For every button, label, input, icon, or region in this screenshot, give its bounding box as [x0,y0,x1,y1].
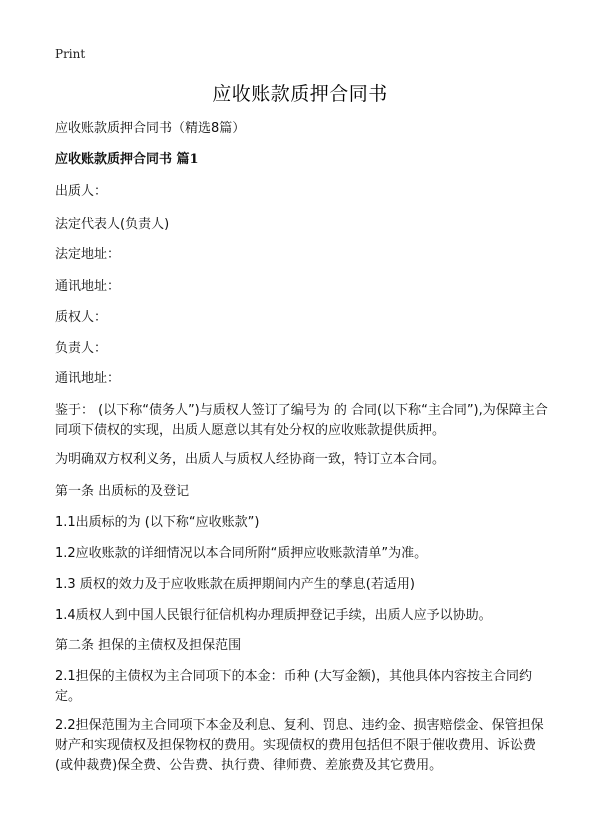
article-2-title: 第二条 担保的主债权及担保范围 [55,638,242,653]
legal-rep-line: 法定代表人(负责人) [55,217,170,232]
section-heading: 应收账款质押合同书 篇1 [55,152,199,167]
clause-2-2: 2.2担保范围为主合同项下本金及利息、复利、罚息、违约金、损害赔偿金、保管担保财产和实现债权及担保物权的费用。实现债权的费用包括但不限于催收费用、诉讼费(或仲裁费)保全费、公告费、执行费、律师费、差旅费及其它费用。 [55,718,544,773]
whereas-paragraph: 鉴于： (以下称“债务人”)与质权人签订了编号为 的 合同(以下称“主合同”),为保障主合同项下债权的实现，出质人愿意以其有处分权的应收账款提供质押。 [55,403,548,438]
document-subtitle: 应收账款质押合同书（精选8篇） [55,121,246,136]
page-title: 应收账款质押合同书 [212,83,388,105]
clause-1-1: 1.1出质标的为 (以下称“应收账款”) [55,515,260,530]
print-label: Print [55,47,86,61]
contact-address-line: 通讯地址： [55,279,121,294]
clause-2-1: 2.1担保的主债权为主合同项下的本金：币种 (大写金额)，其他具体内容按主合同约定。 [55,669,532,704]
responsible-line: 负责人： [55,341,108,356]
article-1-title: 第一条 出质标的及登记 [55,484,190,499]
pledgee-line: 质权人： [55,310,108,325]
pledgor-line: 出质人： [55,184,108,199]
clause-1-2: 1.2应收账款的详细情况以本合同所附“质押应收账款清单”为准。 [55,546,428,561]
legal-address-line: 法定地址： [55,247,121,262]
clause-1-3: 1.3 质权的效力及于应收账款在质押期间内产生的孳息(若适用) [55,577,415,592]
purpose-paragraph: 为明确双方权利义务，出质人与质权人经协商一致，特订立本合同。 [55,452,446,467]
clause-1-4: 1.4质权人到中国人民银行征信机构办理质押登记手续，出质人应予以协助。 [55,608,492,623]
contact-address-line: 通讯地址： [55,371,121,386]
